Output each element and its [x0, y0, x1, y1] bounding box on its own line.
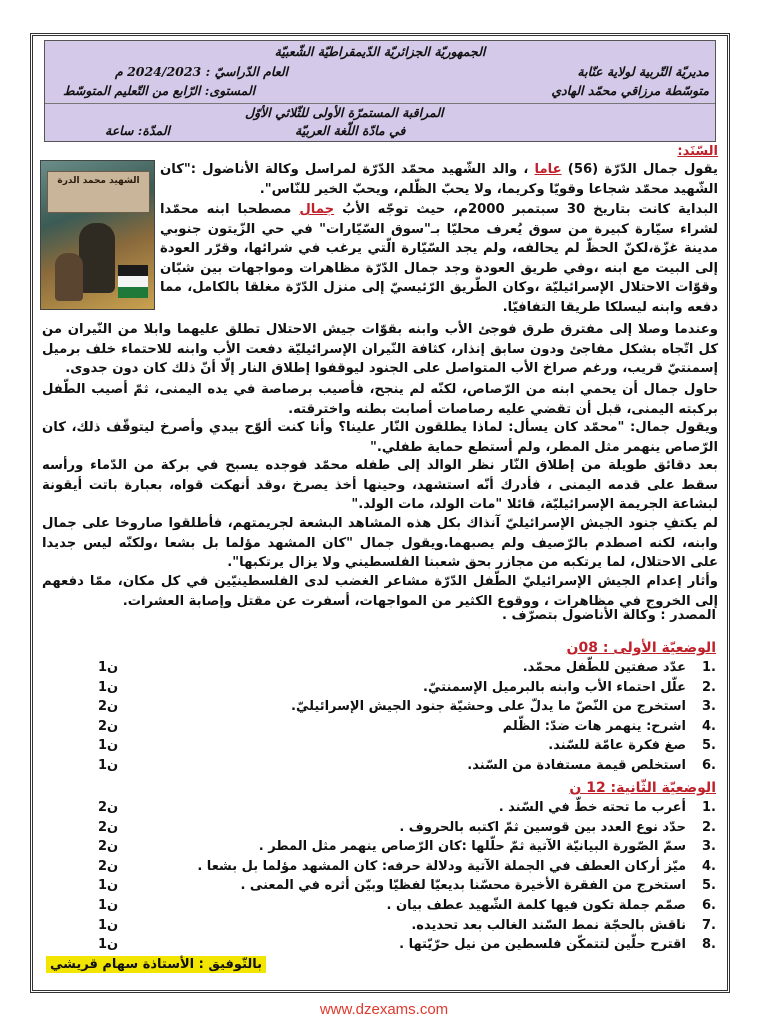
question-row: .1 عدّد صفتين للطّفل محمّد. 1ن — [98, 660, 716, 675]
question-row: .5 استخرج من الفقرة الأخيرة محسّنا بديعيّا لفظيّا وبيّن أثره في المعنى . 1ن — [98, 878, 716, 894]
question-row: .8 اقترح حلّين لتتمكّن فلسطين من نيل حرّيّتها . 1ن — [98, 937, 716, 953]
paragraph-3: وعندما وصلا إلى مفترق طرق فوجئ الأب وابنه بقوّات جيش الاحتلال تطلق عليهما وابلا من النّيران من كل اتّجاه بشكل مفاجئ ودون سابق إنذار، كثافة النّيران الإسرائيليّة دفعت الأب وابنه للاحتماء خلف برميل إسمنتيّ قريب، ورغم صراخ الأب المتواصل على الجنود ليوقفوا إطلاق النار إلّا أنّ ذلك كان دون جدوى. — [42, 322, 718, 376]
question-row: .3 سمّ الصّورة البيانيّة الآتية ثمّ حلّلها :كان الرّصاص ينهمر مثل المطر . 2ن — [98, 839, 716, 855]
website-link[interactable]: www.dzexams.com — [319, 1001, 449, 1018]
section-1-title: الوضعيّة الأولى : 08ن — [566, 640, 716, 656]
header-divider — [45, 103, 715, 104]
school-year: العام الدّراسيّ : 2024/2023 م — [115, 64, 289, 79]
section-2-title: الوضعيّة الثّانية: 12 ن — [569, 780, 716, 796]
question-row: .3 استخرج من النّصّ ما يدلّ على وحشيّة جنود الجيش الإسرائيليّ. 2ن — [98, 699, 716, 715]
child-figure — [55, 253, 83, 301]
subject: في مادّة اللّغة العربيّة — [295, 123, 406, 138]
underlined-word-1: عاما — [534, 162, 562, 177]
question-row: .4 اشرح: ينهمر هات ضدّ: الظّلم 2ن — [98, 718, 716, 734]
palestine-flag-icon — [118, 265, 148, 299]
question-row: .7 ناقش بالحجّة نمط السّند الغالب بعد تحديده. 1ن — [98, 917, 716, 933]
question-row: .1 أعرب ما تحته خطّ في السّند . 2ن — [98, 800, 716, 815]
question-row: .2 حدّد نوع العدد بين قوسين ثمّ اكتبه بالحروف . 2ن — [98, 819, 716, 835]
source-citation: المصدر : وكالة الأناضول بتصرّف . — [502, 608, 716, 623]
paragraph-4: حاول جمال أن يحمي ابنه من الرّصاص، لكنّه لم ينجح، فأصيب برصاصة في يده اليمنى، ثمّ أصيب الطّفل بركبته اليمنى، قبل أن تقضي عليه رصاصات أصابت بطنه واخترقته. — [42, 382, 718, 417]
father-figure — [79, 223, 115, 293]
exam-header — [44, 40, 716, 142]
paragraph-2: البداية كانت بتاريخ 30 سبتمبر 2000م، حيث توجّه الأبُ جمال مصطحبا ابنه محمّدا لشراء سيّارة كبيرة من سوق يُعرف محليّا بـ"سوق السّيّارات" في حي الزّيتون جنوبي مدينة غزّة،لكنّ الحظّ لم يحالفه، ولم يجد السّيّارة الّتي يرغب في شرائها، وقرّر العودة إلى البيت مع ابنه ،وفي طريق العودة وجد جمال الدّرّة مظاهرات ومواجهات بين شبّان وقوّات الاحتلال الإسرائيليّة ،وكان الطّريق الرّئيسيّ إلى منزل الدّرّة مغلقا بالكامل، مما دفعه وابنه ليسلكا طريقا التفافيّا. — [160, 202, 718, 315]
question-row: .4 ميّز أركان العطف في الجملة الآتية ودلالة حرفه: كان المشهد مؤلما بل بشعا . 2ن — [98, 858, 716, 874]
paragraph-7: لم يكتفِ جنود الجيش الإسرائيليّ آنذاك بكل هذه المشاهد البشعة لجريمتهم، فأطلقوا صاروخا على جمال وابنه، لكنه اصطدم بالرّصيف ولم يصبهما.ويقول جمال "كان المشهد مؤلما بل بشعا ،ولكنّه ليس جديدا على الاحتلال، لما يرتكبه من مجازر بحق شعبنا الفلسطيني ولا يزال يرتكبها". — [42, 516, 718, 570]
paragraph-6: بعد دقائق طويلة من إطلاق النّار نظر الوالد إلى طفله محمّد فوجده يسبح في بركة من الدّماء ورأسه سقط على قدمه اليمنى ، فأدرك أنّه استشهد، وحينها أخذ يصرخ ،وقد أنهكت قواه، بعبارة باتت أيقونة لبشاعة الجريمة الإسرائيليّة، قائلا "مات الولد، مات الولد." — [42, 458, 718, 512]
section-1-questions — [48, 660, 716, 778]
teacher-signature: بالتّوفيق : الأستاذة سهام قريشي — [46, 956, 266, 973]
question-row: .6 صمّم جملة تكون فيها كلمة الشّهيد عطف بيان . 1ن — [98, 897, 716, 913]
question-row: .5 صغ فكرة عامّة للسّند. 1ن — [98, 738, 716, 754]
section-2-questions — [48, 800, 716, 957]
sanad-title: السّنَد: — [677, 144, 718, 159]
paragraph-8: وأثار إعدام الجيش الإسرائيليّ الطّفل الدّرّة مشاعر الغضب لدى الفلسطينيّين في كل مكان، ممّا دفعهم إلى الخروج في مظاهرات ، ووقوع الكثير من المواجهات، أسفرت عن مقتل وإصابة العشرات. — [42, 574, 718, 609]
paragraph-5: ويقول جمال: "محمّد كان يسأل: لماذا يطلقون النّار علينا؟ وأنا كنت ألوّح بيدي وأصرخ ليتوقّف ذلك، كان الرّصاص ينهمر مثل المطر، ولم أستطع حماية طفلي." — [42, 420, 718, 455]
school-name: متوسّطة مرزاقي محمّد الهادي — [551, 83, 709, 98]
wall-text: الشهيد محمد الدرة — [57, 176, 140, 186]
directorate-name: مديريّة التّربية لولاية عنّابة — [577, 64, 709, 79]
level: المستوى: الرّابع من التّعليم المتوسّط — [63, 83, 256, 98]
underlined-word-2: جمال — [299, 202, 335, 217]
republic-name: الجمهوريّة الجزائريّة الدّيمقراطيّة الشّعبيّة — [274, 44, 486, 59]
illustration-photo — [40, 160, 155, 310]
exam-title: المراقبة المستمرّة الأولى للثّلاثي الأوّل — [245, 105, 444, 120]
question-row: .6 استخلص قيمة مستفادة من السّند. 1ن — [98, 757, 716, 773]
paragraph-1: يقول جمال الدّرّة (56) عاما ، والد الشّهيد محمّد الدّرّة لمراسل وكالة الأناضول :"كان الشّهيد محمّد شجاعا وقويّا وكريما، ولا يحبّ الظّلم، ويحبّ الخير للنّاس". — [160, 162, 718, 197]
question-row: .2 علّل احتماء الأب وابنه بالبرميل الإسمنتيّ. 1ن — [98, 679, 716, 695]
duration: المدّة: ساعة — [105, 123, 171, 138]
wall-graffiti — [47, 171, 150, 213]
